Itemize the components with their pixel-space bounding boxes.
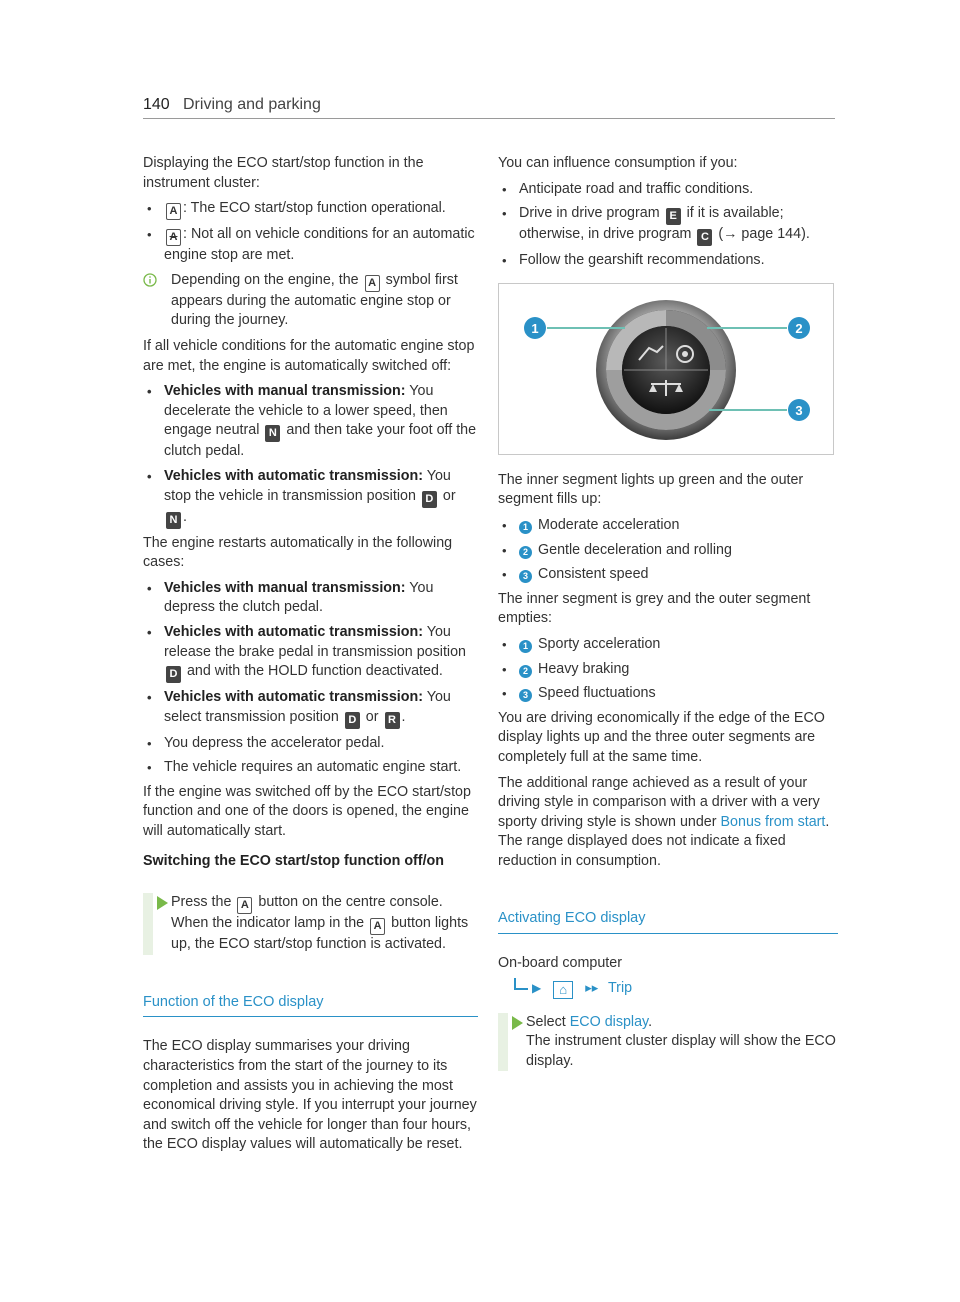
right-column xyxy=(498,154,838,1071)
grey-intro: The inner segment is grey and the outer segment empties: xyxy=(498,590,811,627)
number-badge-icon: 1 xyxy=(519,640,532,653)
state-not-met: • A : Not all on vehicle conditions for an automatic engine stop are met. xyxy=(143,225,478,266)
restart-case-automatic-select: • Vehicles with automatic transmission: You select transmission position D or R . xyxy=(143,688,478,729)
eco-symbol-icon: A xyxy=(237,897,252,914)
section-title-function: Function of the ECO display xyxy=(143,993,478,1018)
left-column xyxy=(143,154,478,1161)
eco-symbol-crossed-icon: A xyxy=(166,229,181,246)
grey-item: • 3 Speed fluctuations xyxy=(498,684,838,704)
off-case-manual: • Vehicles with manual transmission: You decelerate the vehicle to a lower speed, then engage neutral N and then take your foot off the clutch pedal. xyxy=(143,382,478,462)
green-intro: The inner segment lights up green and the outer segment fills up: xyxy=(498,471,804,508)
nav-intro: On-board computer xyxy=(498,955,622,972)
info-icon xyxy=(143,273,157,287)
economical-note: You are driving economically if the edge of the ECO display lights up and the three outer segments are completely full at the same time. xyxy=(498,709,825,765)
gear-d-icon: D xyxy=(422,491,437,508)
nav-trip-link[interactable]: Trip xyxy=(607,979,633,996)
callout-2-label: 2 xyxy=(795,320,803,336)
number-badge-icon: 1 xyxy=(519,521,532,534)
influence-item: • Drive in drive program E if it is available; otherwise, in drive program C (→ page 144). xyxy=(498,204,838,246)
action-press-button: Press the A button on the centre console. When the indicator lamp in the A button lights up, the ECO start/stop function is activated. xyxy=(143,893,478,955)
green-item: • 2 Gentle deceleration and rolling xyxy=(498,541,838,561)
eco-symbol-icon: A xyxy=(365,275,380,292)
switch-subheading: Switching the ECO start/stop function off/on xyxy=(143,852,445,869)
section-title-activating: Activating ECO display xyxy=(498,909,838,934)
number-badge-icon: 2 xyxy=(519,665,532,678)
restart-case-automatic-brake: • Vehicles with automatic transmission: You release the brake pedal in transmission position D and with the HOLD function deactivated. xyxy=(143,623,478,683)
state-operational: • A : The ECO start/stop function operational. xyxy=(143,199,478,220)
number-badge-icon: 3 xyxy=(519,689,532,702)
eco-display-intro: Displaying the ECO start/stop function in the instrument cluster: xyxy=(143,155,424,191)
double-chevron-icon: ▸▸ xyxy=(585,979,599,995)
restart-case-accelerator: • You depress the accelerator pedal. xyxy=(143,734,478,754)
callout-3-label: 3 xyxy=(795,402,803,418)
bonus-from-start-link[interactable]: Bonus from start xyxy=(720,813,826,830)
grey-item: • 1 Sporty acceleration xyxy=(498,635,838,655)
eco-display-figure xyxy=(498,283,834,455)
eco-display-link[interactable]: ECO display xyxy=(569,1013,649,1030)
influence-item: • Follow the gearshift recommendations. xyxy=(498,251,838,271)
off-case-automatic: • Vehicles with automatic transmission: You stop the vehicle in transmission position D or N . xyxy=(143,467,478,529)
restart-case-requirement: • The vehicle requires an automatic engine start. xyxy=(143,758,478,778)
number-badge-icon: 2 xyxy=(519,546,532,559)
grey-item: • 2 Heavy braking xyxy=(498,660,838,680)
nav-path xyxy=(498,978,838,999)
eco-display-illustration xyxy=(499,284,833,454)
gear-n-icon: N xyxy=(265,425,280,442)
gear-n-icon: N xyxy=(166,512,181,529)
eco-symbol-icon: A xyxy=(370,918,385,935)
nav-arrow-icon: ▶ xyxy=(532,980,542,995)
gear-r-icon: R xyxy=(385,712,400,729)
home-icon[interactable]: ⌂ xyxy=(553,981,573,999)
gear-d-icon: D xyxy=(345,712,360,729)
range-note: The additional range achieved as a result of your driving style in comparison with a driver with a very sporty driving style is shown under Bonus from start. The range displayed does not indicate a fixed reduction in consumption. xyxy=(498,774,830,869)
green-item: • 3 Consistent speed xyxy=(498,565,838,585)
drive-program-e-icon: E xyxy=(666,208,681,225)
doors-note: If the engine was switched off by the ECO start/stop function and one of the doors is opened, the engine will automatically start. xyxy=(143,783,471,840)
influence-intro: You can influence consumption if you: xyxy=(498,155,738,171)
callout-1-label: 1 xyxy=(531,320,539,336)
gear-d-icon: D xyxy=(166,666,181,683)
page-title: Driving and parking xyxy=(183,96,321,113)
info-note: Depending on the engine, the A symbol first appears during the automatic engine stop or during the journey. xyxy=(143,271,478,331)
action-arrow-icon xyxy=(512,1016,523,1030)
page-header xyxy=(143,96,835,122)
switched-off-intro: If all vehicle conditions for the automatic engine stop are met, the engine is automatically switched off: xyxy=(143,337,475,374)
number-badge-icon: 3 xyxy=(519,570,532,583)
influence-item: • Anticipate road and traffic conditions. xyxy=(498,180,838,200)
action-arrow-icon xyxy=(157,896,168,910)
page-number: 140 xyxy=(143,96,170,113)
eco-symbol-icon: A xyxy=(166,203,181,220)
nav-hook-icon xyxy=(514,978,528,990)
green-item: • 1 Moderate acceleration xyxy=(498,516,838,536)
drive-program-c-icon: C xyxy=(697,229,712,246)
function-description: The ECO display summarises your driving characteristics from the start of the journey to its completion and assists you in achieving the most economical driving style. If you interrupt your journey and switch off the vehicle for longer than four hours, the ECO display values will automatically be reset. xyxy=(143,1038,477,1153)
header-rule xyxy=(143,118,835,119)
action-select-eco: Select ECO display. The instrument cluster display will show the ECO display. xyxy=(498,1013,838,1072)
restart-case-manual: • Vehicles with manual transmission: You depress the clutch pedal. xyxy=(143,579,478,618)
restart-intro: The engine restarts automatically in the following cases: xyxy=(143,534,453,571)
